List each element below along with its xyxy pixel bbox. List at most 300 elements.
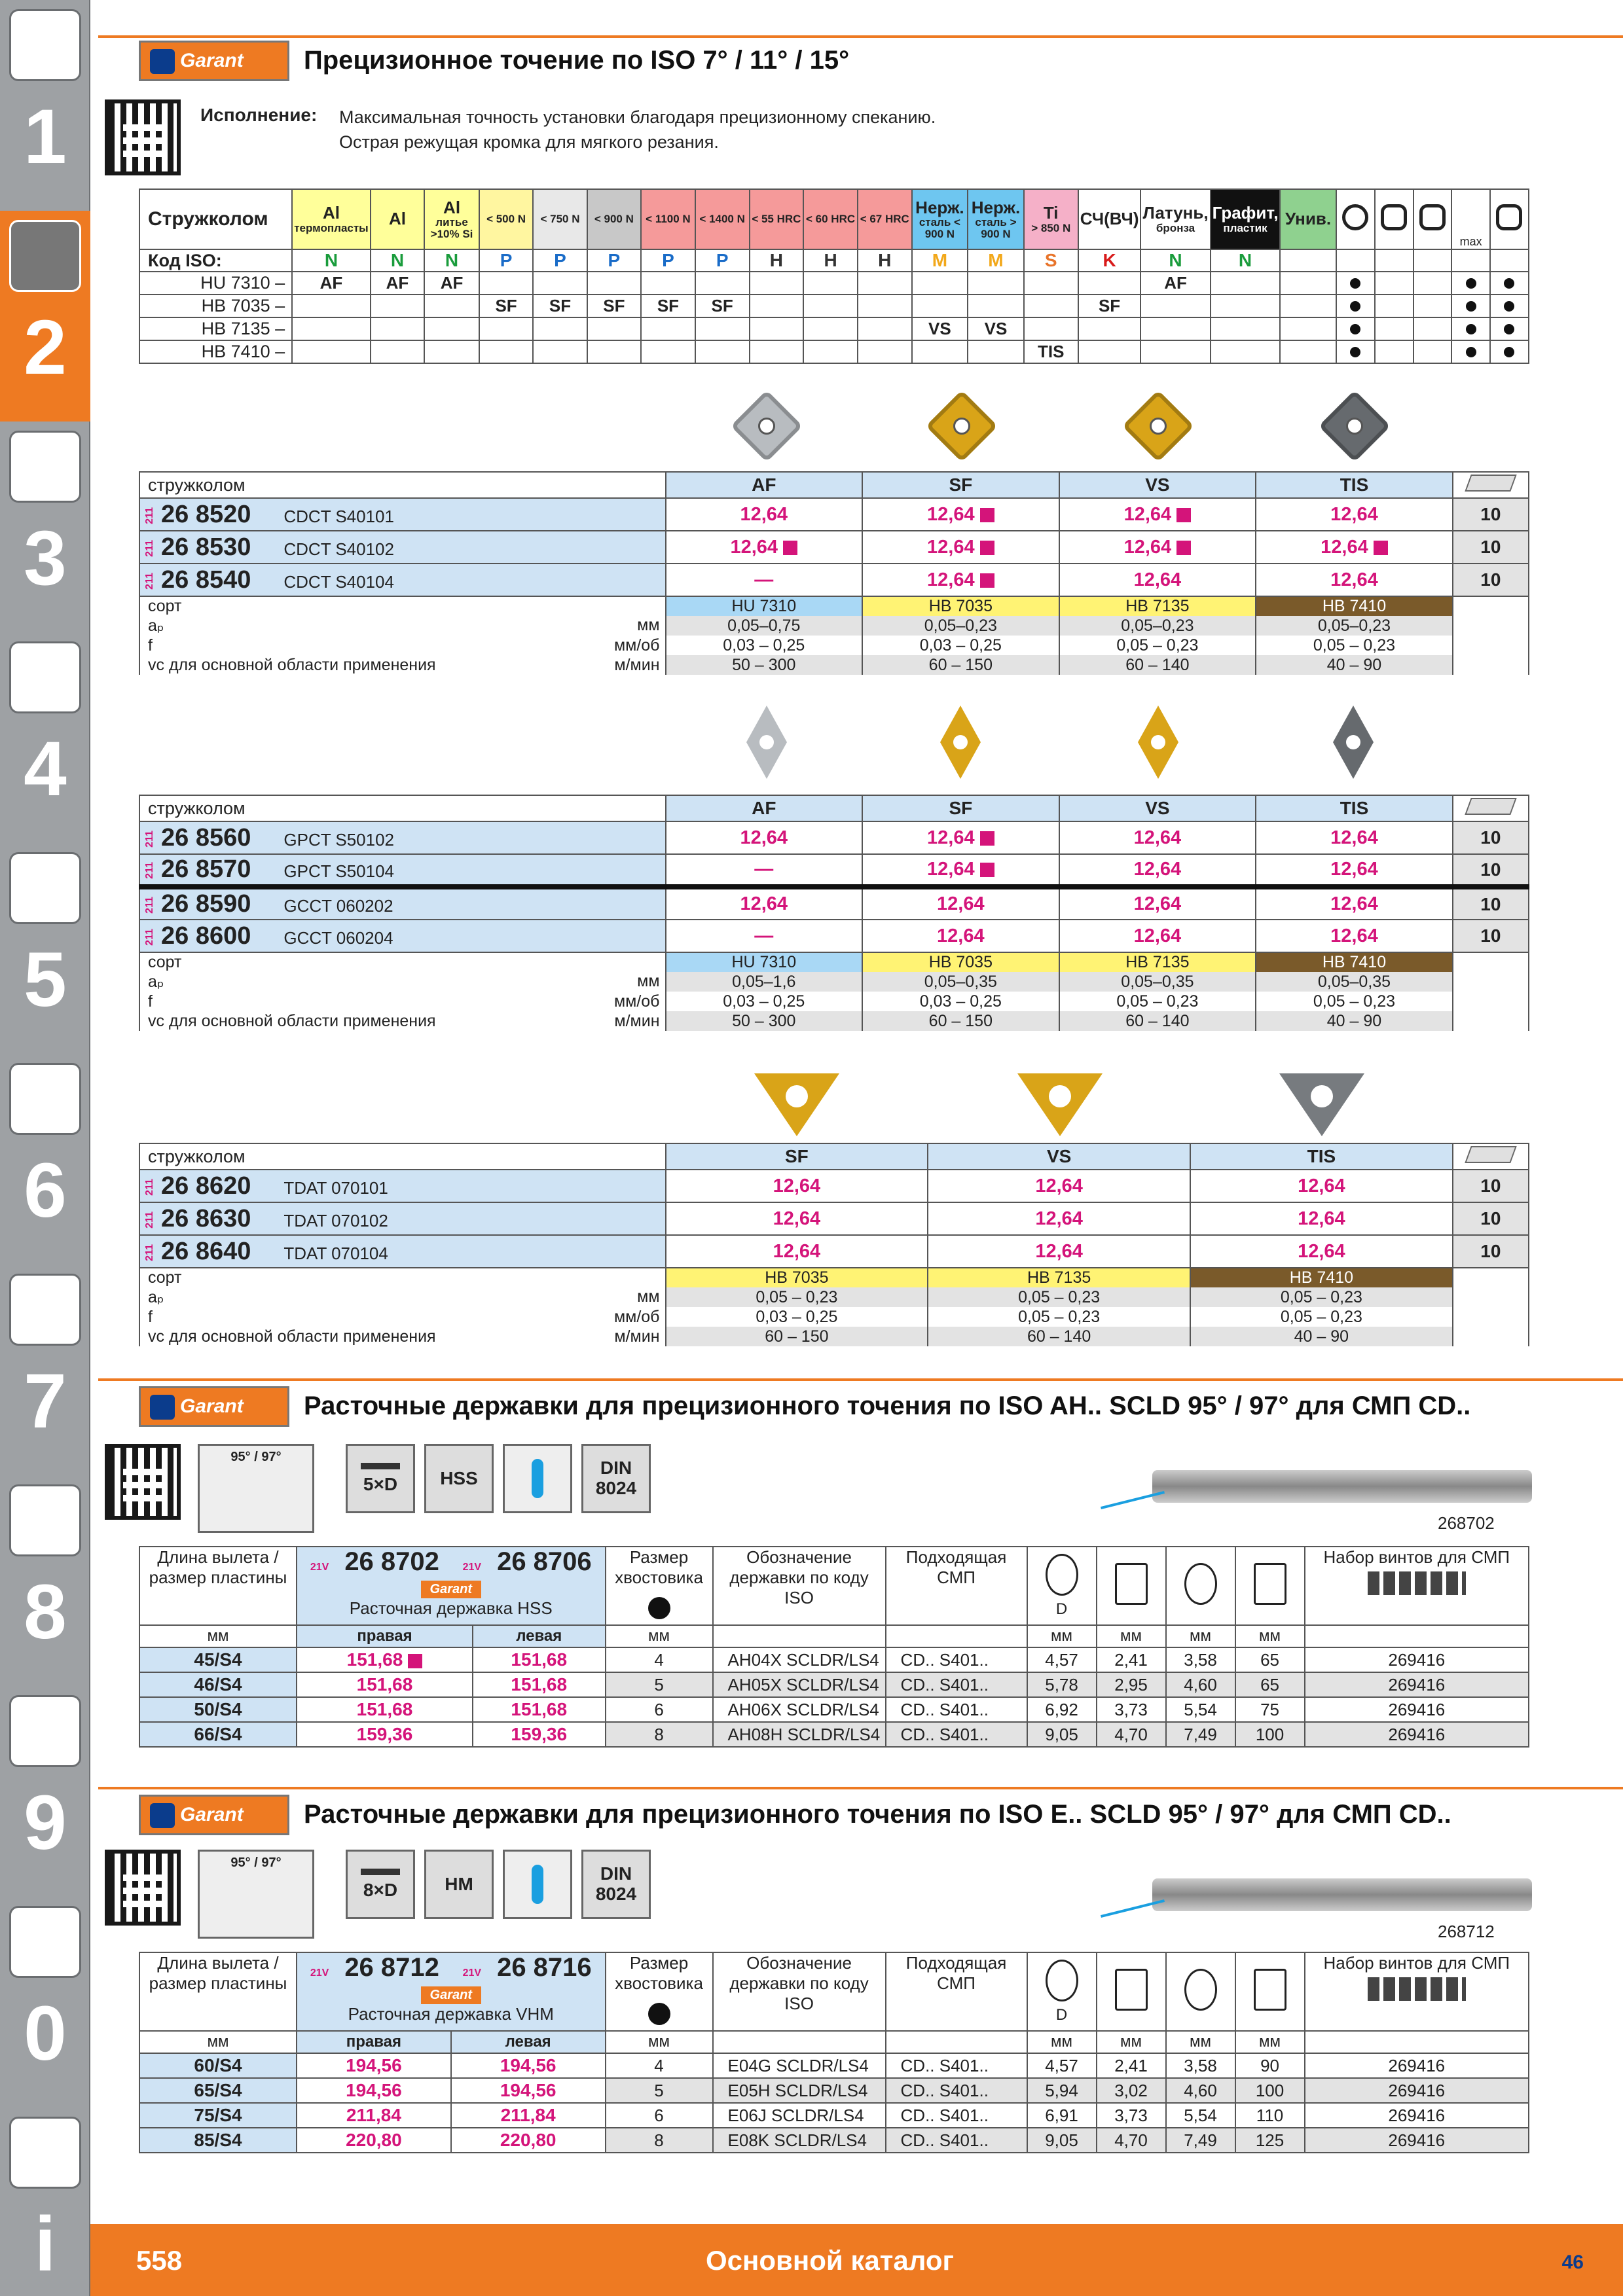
- holder-value: E04G SCLDR/LS4: [713, 2053, 886, 2078]
- qr-code[interactable]: [105, 1850, 181, 1926]
- holder-value: 3,58: [1166, 1647, 1235, 1672]
- iso-code: K: [1078, 249, 1141, 272]
- spec-label: [139, 1327, 666, 1346]
- sidebar-chapter-0[interactable]: [0, 1897, 90, 2108]
- price-left: 211,84: [451, 2103, 606, 2128]
- spec-value: 0,05–0,23: [1059, 616, 1256, 636]
- qr-code[interactable]: [105, 99, 181, 175]
- grade-name: HB 7035 –: [139, 295, 292, 317]
- insert-image: [926, 390, 998, 462]
- price-right: [297, 2103, 451, 2128]
- grade-cell: [292, 317, 371, 340]
- material-name: Al: [322, 203, 340, 223]
- length-cell: 45/S4: [139, 1647, 297, 1672]
- price: 12,64: [937, 925, 985, 946]
- holder-value: CD.. S401..: [886, 1647, 1027, 1672]
- price: 194,56: [346, 2080, 402, 2100]
- price: 211,84: [346, 2105, 401, 2125]
- length-ratio: 8×D: [363, 1879, 398, 1900]
- chapter-number: i: [34, 2201, 56, 2287]
- grade-cell: [750, 317, 804, 340]
- insert-hole: [1343, 414, 1367, 439]
- holder-value: 269416: [1305, 2053, 1529, 2078]
- sidebar-chapter-7[interactable]: [0, 1265, 90, 1475]
- price: —: [754, 569, 774, 590]
- spec-name: aₚ: [148, 617, 164, 635]
- price-cell: [1059, 854, 1256, 887]
- article-cell: [139, 887, 666, 920]
- material-sub: < 55 HRC: [752, 213, 801, 226]
- price: 12,64: [1133, 893, 1182, 914]
- iso-code: P: [533, 249, 587, 272]
- mark-cell: [1451, 317, 1489, 340]
- price-cell: [928, 1202, 1190, 1235]
- holder-value: 3,73: [1097, 1697, 1166, 1722]
- holder-row[interactable]: [139, 1697, 1529, 1722]
- material-col: [641, 189, 695, 249]
- unit-cell: [886, 1625, 1027, 1647]
- article-row[interactable]: [139, 1235, 1529, 1268]
- article-prefix: 211: [144, 507, 155, 524]
- iso-code: H: [858, 249, 912, 272]
- spec-value: HB 7410: [1256, 596, 1453, 616]
- grade-cell: [1211, 317, 1281, 340]
- grade-cell: [1280, 317, 1336, 340]
- holder-value: 100: [1235, 2078, 1305, 2103]
- spec-value: 0,05 – 0,23: [928, 1287, 1190, 1307]
- article-cell: [139, 920, 666, 952]
- article-row[interactable]: [139, 498, 1529, 531]
- empty-cell: [1375, 249, 1413, 272]
- insert-hole: [755, 414, 779, 439]
- exec-line-2: Острая режущая кромка для мягкого резания.: [339, 132, 719, 152]
- spec-label: [139, 616, 666, 636]
- price-cell: [862, 531, 1059, 564]
- price: 12,64: [1035, 1208, 1083, 1229]
- spec-value: 0,05 – 0,23: [1190, 1307, 1453, 1327]
- price: 151,68: [356, 1674, 413, 1695]
- grade-name: HB 7410 –: [139, 340, 292, 363]
- article-cell: [139, 1170, 666, 1202]
- spec-value: 60 – 150: [862, 1011, 1059, 1031]
- material-name: СЧ(ВЧ): [1080, 209, 1139, 229]
- garant-logo: Garant: [139, 41, 289, 81]
- price: 12,64: [1330, 827, 1378, 848]
- holder-header-row: [139, 1547, 1529, 1625]
- holder2-title: Расточные державки для прецизионного точения по ISO E.. SCLD 95° / 97° для СМП CD..: [304, 1800, 1451, 1829]
- mark-cell: [1490, 340, 1529, 363]
- insert-image: [940, 706, 981, 779]
- article-cell: [139, 1202, 666, 1235]
- article-number: 26 8600: [161, 922, 251, 950]
- material-col: [750, 189, 804, 249]
- price-right: [297, 1647, 473, 1672]
- price-cell: [1059, 887, 1256, 920]
- spec-label: [139, 972, 666, 992]
- spec-label: [139, 992, 666, 1011]
- price-cell: [862, 498, 1059, 531]
- grade-cell: [641, 272, 695, 295]
- spec-value: 40 – 90: [1256, 1011, 1453, 1031]
- grade-cell: AF: [1140, 272, 1210, 295]
- holder-value: AH05X SCLDR/LS4: [713, 1672, 886, 1697]
- holder-value: 6,91: [1027, 2103, 1097, 2128]
- spec-row: [139, 636, 1529, 655]
- article-row[interactable]: [139, 1170, 1529, 1202]
- grade-cell: [1280, 340, 1336, 363]
- chapter-icon: [9, 2117, 81, 2189]
- material-label: HSS: [440, 1467, 478, 1488]
- article-number: 26 8630: [161, 1204, 251, 1232]
- grade-cell: VS: [968, 317, 1024, 340]
- empty-cell: [1453, 1011, 1529, 1031]
- holder-row[interactable]: [139, 2103, 1529, 2128]
- chapter-icon: [9, 852, 81, 924]
- grade-cell: [912, 295, 968, 317]
- insert-hole: [759, 735, 774, 749]
- dimension-dmin-icon: [1046, 1960, 1078, 2001]
- price: 12,64: [1330, 859, 1378, 880]
- stock-marker-icon: [980, 508, 994, 522]
- holder-row[interactable]: [139, 1672, 1529, 1697]
- price-cell: [1256, 887, 1453, 920]
- material-sub: < 750 N: [540, 213, 580, 226]
- spec-value: 0,03 – 0,25: [862, 992, 1059, 1011]
- sidebar-chapter-8[interactable]: [0, 1475, 90, 1686]
- article-row[interactable]: [139, 920, 1529, 952]
- dot-icon: [1466, 278, 1476, 289]
- holder-value: 5: [606, 1672, 713, 1697]
- price: 151,68: [346, 1649, 403, 1670]
- article-row[interactable]: [139, 531, 1529, 564]
- spec-value: 60 – 140: [928, 1327, 1190, 1346]
- pack-icon: [1465, 798, 1516, 815]
- chapter-number: 9: [24, 1780, 67, 1866]
- grade-cell: [587, 317, 641, 340]
- sidebar-chapter-2[interactable]: [0, 211, 90, 422]
- price-left: 194,56: [451, 2078, 606, 2103]
- spec-value: 0,05–0,35: [1256, 972, 1453, 992]
- price-cell: [862, 564, 1059, 596]
- grade-cell: [750, 295, 804, 317]
- holder-row[interactable]: [139, 2078, 1529, 2103]
- mark-cell: [1451, 272, 1489, 295]
- length-cell: 50/S4: [139, 1697, 297, 1722]
- unit-cell: [1305, 1625, 1529, 1647]
- spec-label: [139, 1268, 666, 1287]
- holder-value: 75: [1235, 1697, 1305, 1722]
- sidebar-chapter-1[interactable]: [0, 0, 90, 211]
- iso-code: M: [968, 249, 1024, 272]
- pack-qty: 10: [1453, 854, 1529, 887]
- chapter-number: 5: [24, 937, 67, 1023]
- price-cell: [1190, 1170, 1453, 1202]
- grade-cell: [1078, 317, 1141, 340]
- unit-cell: мм: [1097, 1625, 1166, 1647]
- grade-cell: [292, 295, 371, 317]
- unit-cell: правая: [297, 2031, 451, 2053]
- price: 12,64: [1298, 1240, 1345, 1262]
- grade-cell: TIS: [1024, 340, 1078, 363]
- price: 12,64: [730, 536, 778, 558]
- matrix-header: Стружколом: [139, 189, 292, 249]
- price: 12,64: [927, 827, 975, 848]
- price: 12,64: [740, 827, 788, 848]
- section-divider: [98, 1787, 1623, 1789]
- article-prefix: 211: [144, 1211, 155, 1229]
- price-left: 151,68: [473, 1697, 606, 1722]
- exec-label: Исполнение:: [200, 105, 318, 125]
- material-col: [912, 189, 968, 249]
- coolant-icon: [503, 1444, 572, 1513]
- holder-value: 5,78: [1027, 1672, 1097, 1697]
- unit-cell: [1305, 2031, 1529, 2053]
- holder-row[interactable]: [139, 1647, 1529, 1672]
- holder-row[interactable]: [139, 2128, 1529, 2153]
- spec-value: HB 7035: [862, 596, 1059, 616]
- article-cell: [139, 1235, 666, 1268]
- holder-value: 110: [1235, 2103, 1305, 2128]
- grade-cell: [479, 317, 533, 340]
- sidebar-chapter-6[interactable]: [0, 1054, 90, 1265]
- grade-cell: [371, 295, 425, 317]
- chapter-number: 7: [24, 1358, 67, 1444]
- pack-icon: [1465, 1146, 1516, 1163]
- material-col: [1140, 189, 1210, 249]
- article-number: 26 8620: [161, 1172, 251, 1200]
- exec-line-1: Максимальная точность установки благодаря прецизионному спеканию.: [339, 107, 936, 127]
- dimension-c-icon: [1254, 1563, 1286, 1605]
- insert-code: CDCT S40104: [283, 571, 394, 592]
- spec-label: [139, 1011, 666, 1031]
- price: 12,64: [937, 893, 985, 914]
- article-row[interactable]: [139, 887, 1529, 920]
- grade-cell: [533, 272, 587, 295]
- price: 12,64: [1330, 503, 1378, 525]
- chipbreaker-shape-icon: [1375, 189, 1413, 249]
- iso-code: N: [1211, 249, 1281, 272]
- price-cell: [666, 920, 863, 952]
- empty-cell: [1451, 249, 1489, 272]
- grade-cell: [1211, 272, 1281, 295]
- insert-hole: [950, 414, 974, 439]
- insert-code: TDAT 070102: [283, 1210, 388, 1230]
- dimension-b-icon: [1184, 1969, 1217, 2011]
- sidebar-chapter-4[interactable]: [0, 632, 90, 843]
- spec-name: aₚ: [148, 1288, 164, 1306]
- mark-cell: [1413, 317, 1452, 340]
- sidebar-chapter-5[interactable]: [0, 843, 90, 1054]
- spec-value: 0,03 – 0,25: [666, 1307, 928, 1327]
- length-cell: 46/S4: [139, 1672, 297, 1697]
- unit-cell: левая: [473, 1625, 606, 1647]
- spec-unit: м/мин: [614, 1011, 660, 1030]
- grade-cell: [1211, 295, 1281, 317]
- spec-value: 0,05–0,75: [666, 616, 863, 636]
- chipbreaker-name: AF: [666, 472, 863, 498]
- grade-cell: [750, 272, 804, 295]
- material-sub: термопласты: [294, 221, 369, 234]
- empty-cell: [1453, 972, 1529, 992]
- iso-code: H: [803, 249, 858, 272]
- holder-row[interactable]: [139, 1722, 1529, 1747]
- chapter-number: 4: [24, 726, 67, 812]
- insert-code: GPCT S50102: [283, 829, 394, 850]
- grade-cell: [858, 272, 912, 295]
- holder-value: CD.. S401..: [886, 1722, 1027, 1747]
- header-length: Длина вылета / размер пластины: [139, 1952, 297, 2031]
- chipbreaker-name: TIS: [1256, 795, 1453, 821]
- unit-cell: мм: [606, 2031, 713, 2053]
- holder2-table: [139, 1952, 1529, 2153]
- dot-icon: [1350, 347, 1360, 357]
- price-cell: [928, 1235, 1190, 1268]
- dot-icon: [1466, 347, 1476, 357]
- article-row[interactable]: [139, 821, 1529, 854]
- grade-cell: [533, 317, 587, 340]
- spec-name: f: [148, 992, 153, 1011]
- dim-icon-cell: [1166, 1952, 1235, 2031]
- spec-row: [139, 1287, 1529, 1307]
- unit-cell: [713, 2031, 886, 2053]
- holder-value: E08K SCLDR/LS4: [713, 2128, 886, 2153]
- material-col: [858, 189, 912, 249]
- price: 12,64: [1330, 893, 1378, 914]
- spec-unit: мм: [637, 1287, 660, 1306]
- price-left: 151,68: [473, 1647, 606, 1672]
- price: 12,64: [927, 536, 975, 558]
- article-number: 26 8540: [161, 565, 251, 594]
- sidebar-chapter-9[interactable]: [0, 1686, 90, 1897]
- price-cell: [666, 1170, 928, 1202]
- pack-qty: 10: [1453, 1202, 1529, 1235]
- holder-value: 6,92: [1027, 1697, 1097, 1722]
- spec-label: [139, 1287, 666, 1307]
- grade-cell: AF: [371, 272, 425, 295]
- article-row[interactable]: [139, 1202, 1529, 1235]
- pack-icon: [1465, 475, 1516, 492]
- empty-cell: [1453, 1307, 1529, 1327]
- spec-row: [139, 616, 1529, 636]
- empty-cell: [1453, 992, 1529, 1011]
- spec-value: HB 7035: [862, 952, 1059, 972]
- spec-value: HB 7410: [1190, 1268, 1453, 1287]
- sidebar-chapter-i[interactable]: [0, 2108, 90, 2296]
- page-number: 558: [136, 2245, 183, 2276]
- section-divider: [98, 35, 1623, 38]
- insert-hole: [1311, 1085, 1333, 1107]
- spec-value: 0,05 – 0,23: [1256, 992, 1453, 1011]
- chipbreaker-name: SF: [862, 795, 1059, 821]
- grade-cell: [1140, 317, 1210, 340]
- material-sub: > 850 N: [1031, 221, 1071, 234]
- chipbreaker-name: VS: [1059, 472, 1256, 498]
- chapter-icon: [9, 220, 81, 292]
- holder-row[interactable]: [139, 2053, 1529, 2078]
- empty-cell: [1453, 952, 1529, 972]
- spec-value: HU 7310: [666, 596, 863, 616]
- chipbreaker-shape-icon: [1490, 189, 1529, 249]
- holder-value: 2,41: [1097, 1647, 1166, 1672]
- holder-value: 269416: [1305, 2103, 1529, 2128]
- price-left: 220,80: [451, 2128, 606, 2153]
- article-prefix: 211: [144, 1244, 155, 1261]
- material-name: Нерж.: [971, 197, 1021, 217]
- tool-icon: [361, 1869, 400, 1875]
- holder-value: 6: [606, 1697, 713, 1722]
- price-cell: [1059, 920, 1256, 952]
- sidebar-chapter-3[interactable]: [0, 422, 90, 632]
- grade-cell: SF: [695, 295, 750, 317]
- iso-code: [1280, 249, 1336, 272]
- angle-diagram-icon: [198, 1850, 314, 1939]
- grade-cell: [641, 340, 695, 363]
- spec-name: vᴄ для основной области применения: [148, 655, 436, 674]
- spec-value: 60 – 140: [1059, 655, 1256, 675]
- chapter-number: 0: [24, 1990, 67, 2077]
- holder-value: 5,94: [1027, 2078, 1097, 2103]
- price: 12,64: [1035, 1240, 1083, 1262]
- price: 12,64: [1298, 1208, 1345, 1229]
- chipbreaker-name: SF: [862, 472, 1059, 498]
- dim-icon-cell: [1235, 1547, 1305, 1625]
- chapter-sidebar: [0, 0, 90, 2296]
- mark-cell: [1413, 295, 1452, 317]
- unit-cell: левая: [451, 2031, 606, 2053]
- gpct-table: [139, 795, 1529, 1031]
- grade-cell: [371, 340, 425, 363]
- length-cell: 60/S4: [139, 2053, 297, 2078]
- insert-image: [1017, 1073, 1103, 1136]
- holder-value: AH06X SCLDR/LS4: [713, 1697, 886, 1722]
- grade-cell: [1078, 272, 1141, 295]
- dot-icon: [1350, 301, 1360, 312]
- shank-label: Размер хвостовика: [615, 1547, 703, 1587]
- mark-cell: [1375, 295, 1413, 317]
- grade-cell: [803, 295, 858, 317]
- chipbreaker-label: стружколом: [139, 472, 666, 498]
- angle-diagram-icon: [198, 1444, 314, 1533]
- holder-value: CD.. S401..: [886, 2128, 1027, 2153]
- garant-logo: Garant: [421, 1581, 481, 1598]
- article-number: 26 8640: [161, 1237, 251, 1265]
- length-cell: 75/S4: [139, 2103, 297, 2128]
- material-sub: < 500 N: [486, 213, 526, 226]
- header-iso: Обозначение державки по коду ISO: [713, 1547, 886, 1625]
- tool-icon: [361, 1463, 400, 1469]
- holder-value: 269416: [1305, 1647, 1529, 1672]
- mark-cell: [1451, 295, 1489, 317]
- material-sub: < 67 HRC: [860, 213, 909, 226]
- article-row[interactable]: [139, 854, 1529, 887]
- spec-row: [139, 972, 1529, 992]
- din-label: DIN 8024: [595, 1458, 637, 1498]
- dimension-a-icon: [1115, 1969, 1148, 2011]
- price-cell: [666, 531, 863, 564]
- pack-icon: [1453, 1143, 1529, 1170]
- shank-dot-icon: [648, 2003, 670, 2025]
- length-ratio: 5×D: [363, 1473, 398, 1494]
- catalog-name: Основной каталог: [706, 2245, 954, 2276]
- mark-cell: [1336, 317, 1375, 340]
- spec-value: 0,05–0,23: [1256, 616, 1453, 636]
- holder-value: 4,57: [1027, 1647, 1097, 1672]
- price: 12,64: [927, 503, 975, 525]
- spec-value: HB 7135: [1059, 952, 1256, 972]
- qr-code[interactable]: [105, 1444, 181, 1520]
- holder-value: 90: [1235, 2053, 1305, 2078]
- article-row[interactable]: [139, 564, 1529, 596]
